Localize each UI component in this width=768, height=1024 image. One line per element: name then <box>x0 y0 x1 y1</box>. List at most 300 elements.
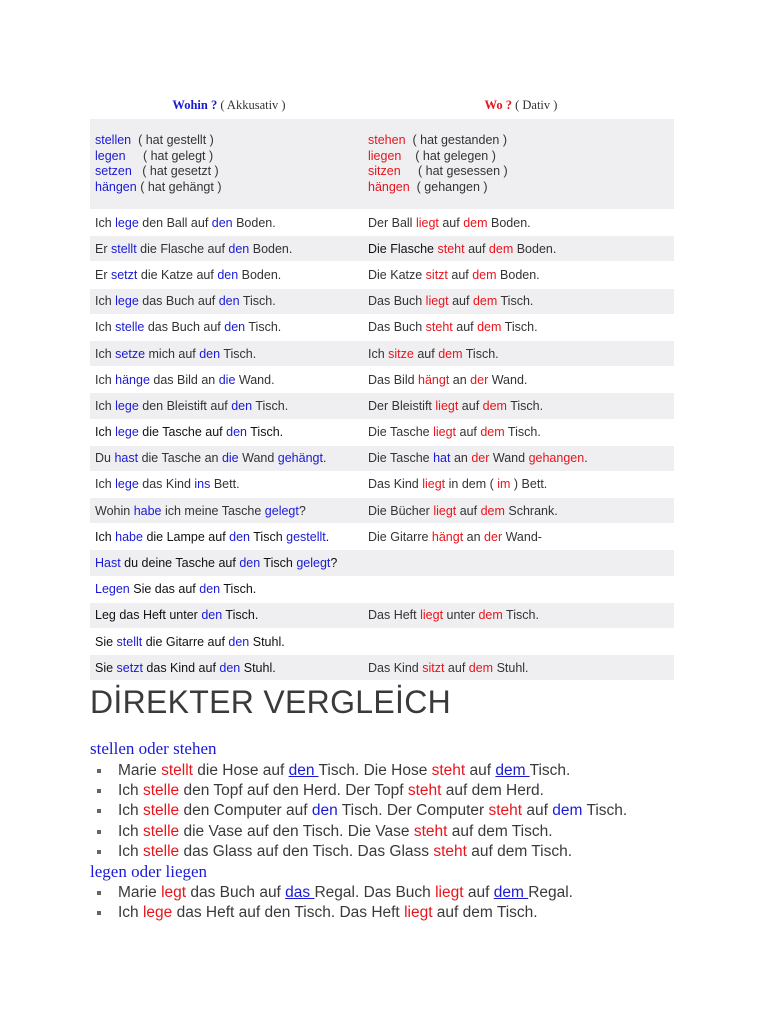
highlighted-word: liegt <box>415 215 439 230</box>
text-fragment: Stuhl. <box>240 660 276 675</box>
text-fragment: Ich <box>95 346 116 361</box>
highlighted-word: stellt <box>116 634 143 649</box>
verb-line <box>368 164 674 180</box>
header-dativ-label: ( Dativ ) <box>511 98 558 112</box>
text-fragment: Leg das Heft unter <box>95 608 202 623</box>
text-fragment: auf <box>464 241 489 256</box>
text-fragment: das Glass auf den Tisch. Das Glass <box>179 842 434 860</box>
highlighted-word: den <box>288 762 319 779</box>
verb-line <box>95 180 363 196</box>
highlighted-word: setzt <box>110 267 138 282</box>
highlighted-word: dem <box>468 660 494 675</box>
text-fragment: Stuhl. <box>493 660 529 675</box>
table-row <box>90 288 674 314</box>
highlighted-word: lege <box>115 294 139 309</box>
highlighted-word: lege <box>115 398 139 413</box>
text-fragment: Er <box>95 241 111 256</box>
highlighted-word: die <box>218 372 236 387</box>
text-fragment: auf <box>438 215 464 230</box>
highlighted-word: stelle <box>115 320 145 335</box>
dativ-sentence <box>363 236 674 262</box>
highlighted-word: sitzt <box>422 660 445 675</box>
highlighted-word: dem <box>478 608 503 623</box>
text-fragment: an <box>450 451 472 466</box>
text-fragment: Ich <box>118 842 143 860</box>
highlighted-word: dem <box>488 241 514 256</box>
text-fragment: Das Heft <box>368 608 421 623</box>
table-row <box>90 471 674 497</box>
text-fragment: ) Bett. <box>510 477 548 492</box>
highlighted-word: gelegt <box>296 556 331 571</box>
highlighted-word: stelle <box>142 802 180 820</box>
section-heading: legen oder liegen <box>90 862 208 881</box>
highlighted-word: dem <box>463 215 488 230</box>
text-fragment: Ich <box>95 425 116 440</box>
highlighted-word: legt <box>161 884 187 901</box>
highlighted-word: die <box>221 451 239 466</box>
verb-line <box>95 133 363 149</box>
text-fragment: Tisch. <box>252 398 289 413</box>
akkusativ-sentence <box>90 550 363 576</box>
text-fragment: Der Ball <box>368 215 416 230</box>
text-fragment: Regal. <box>528 884 573 901</box>
text-fragment: Tisch. <box>504 425 541 440</box>
highlighted-word: den <box>311 802 338 820</box>
highlighted-word: liegt <box>435 398 459 413</box>
highlighted-word: dem <box>480 425 505 440</box>
table-row <box>90 655 674 681</box>
verb-line <box>368 180 674 196</box>
verb-perfect-form: ( hat gesetzt ) <box>131 164 219 178</box>
text-fragment: Tisch. <box>506 398 544 413</box>
dativ-sentence <box>363 550 674 576</box>
text-fragment: Boden. <box>232 215 276 230</box>
text-fragment: das Buch auf <box>144 320 225 335</box>
highlighted-word: ins <box>194 477 211 492</box>
text-fragment: Tisch <box>260 556 297 571</box>
table-row <box>90 602 674 628</box>
highlighted-word: den <box>229 529 250 544</box>
text-fragment: die Katze auf <box>137 267 218 282</box>
verb-perfect-form: ( hat gelegt ) <box>125 148 214 163</box>
verb-line <box>95 164 363 180</box>
table-row <box>90 236 674 262</box>
text-fragment: den Ball auf <box>138 215 212 230</box>
akkusativ-sentence <box>90 340 363 366</box>
text-fragment: Ich <box>118 904 143 922</box>
highlighted-word: hänge <box>115 372 150 387</box>
text-fragment: die Tasche an <box>138 451 222 466</box>
akkusativ-sentence <box>90 602 363 628</box>
dativ-sentence <box>363 367 674 393</box>
highlighted-word: steht <box>437 241 465 256</box>
text-fragment: Er <box>95 267 111 282</box>
text-fragment: Tisch. <box>247 425 284 440</box>
text-fragment: unter <box>443 608 479 623</box>
text-fragment: Ich <box>95 320 116 335</box>
text-fragment: an <box>463 529 485 544</box>
highlighted-word: den <box>224 320 246 335</box>
list-item <box>96 801 627 821</box>
akkusativ-sentence <box>90 471 363 497</box>
text-fragment: auf dem Tisch. <box>447 822 553 840</box>
highlighted-word: hat <box>433 451 451 466</box>
text-fragment: das Heft auf den Tisch. Das Heft <box>172 904 405 922</box>
highlighted-word: den <box>231 398 253 413</box>
text-fragment: Tisch. <box>529 762 571 779</box>
highlighted-word: den <box>219 660 241 675</box>
highlighted-word: steht <box>488 802 523 820</box>
text-fragment: Das Kind <box>368 660 423 675</box>
text-fragment: Boden. <box>496 267 540 282</box>
text-fragment: Ich <box>95 215 116 230</box>
akkusativ-sentence <box>90 288 363 314</box>
list-item <box>96 903 573 923</box>
header-akkusativ <box>90 92 363 119</box>
highlighted-word: setzt <box>116 660 143 675</box>
text-fragment: Stuhl. <box>249 634 285 649</box>
dativ-sentence <box>363 288 674 314</box>
text-fragment: Tisch. <box>220 582 257 597</box>
highlighted-word: der <box>484 529 503 544</box>
text-fragment: mich auf <box>145 346 200 361</box>
text-fragment: . <box>325 529 330 544</box>
highlighted-word: liegt <box>433 503 457 518</box>
text-fragment: die Tasche auf <box>138 425 227 440</box>
text-fragment: Tisch. Der Computer <box>337 802 489 820</box>
text-fragment: Ich <box>95 398 116 413</box>
highlighted-word: dem <box>477 320 502 335</box>
table-row <box>90 340 674 366</box>
verb: stellen <box>95 133 132 147</box>
table-row <box>90 393 674 419</box>
dativ-sentence <box>363 524 674 550</box>
dativ-sentence <box>363 445 674 471</box>
akkusativ-sentence <box>90 655 363 681</box>
highlighted-word: liegt <box>435 884 464 901</box>
text-fragment: Tisch. <box>245 320 282 335</box>
text-fragment: . <box>584 451 588 466</box>
text-fragment: die Flasche auf <box>136 241 229 256</box>
text-fragment: die Hose auf <box>192 762 289 779</box>
text-fragment: den Topf auf den Herd. Der Topf <box>179 782 408 800</box>
verb: hängen <box>368 179 410 194</box>
dativ-sentence <box>363 340 674 366</box>
text-fragment: Sie das auf <box>129 582 200 597</box>
highlighted-word: dem <box>482 398 507 413</box>
text-fragment: Ich <box>95 372 116 387</box>
text-fragment: Tisch. <box>502 608 539 623</box>
highlighted-word: steht <box>425 320 453 335</box>
text-fragment: in dem ( <box>445 477 498 492</box>
dativ-sentence <box>363 419 674 445</box>
text-fragment: auf <box>522 802 553 820</box>
highlighted-word: sitzt <box>425 267 448 282</box>
highlighted-word: Legen <box>95 582 130 597</box>
highlighted-word: lege <box>142 904 173 922</box>
dativ-sentence <box>363 314 674 340</box>
text-fragment: das Buch auf <box>138 294 219 309</box>
text-fragment: Ich <box>118 802 143 820</box>
list-item <box>96 842 627 862</box>
text-fragment: Das Buch <box>368 294 426 309</box>
highlighted-word: setze <box>115 346 146 361</box>
akkusativ-sentence <box>90 367 363 393</box>
text-fragment: die Gitarre auf <box>142 634 229 649</box>
highlighted-word: den <box>218 294 240 309</box>
text-fragment: Tisch. <box>497 294 534 309</box>
text-fragment: Ich <box>95 477 116 492</box>
highlighted-word: dem <box>472 294 498 309</box>
highlighted-word: gehangen <box>528 451 585 466</box>
text-fragment: das Buch auf <box>186 884 286 901</box>
verb-line <box>95 149 363 165</box>
highlighted-word: der <box>470 372 489 387</box>
text-fragment: auf <box>456 503 481 518</box>
verb-line <box>368 149 674 165</box>
verb-perfect-form: ( hat gesessen ) <box>400 164 508 178</box>
header-akkusativ-label: ( Akkusativ ) <box>217 98 286 112</box>
text-fragment: auf <box>444 660 469 675</box>
text-fragment: auf <box>448 294 473 309</box>
text-fragment: Ich <box>95 294 116 309</box>
akkusativ-sentence <box>90 236 363 262</box>
text-fragment: den Computer auf <box>179 802 312 820</box>
header-wo-question: Wo ? <box>484 98 512 112</box>
section-heading: stellen oder stehen <box>90 739 217 758</box>
text-fragment: . <box>322 451 327 466</box>
highlighted-word: hängt <box>431 529 464 544</box>
text-fragment: auf <box>458 398 483 413</box>
table-row <box>90 524 674 550</box>
highlighted-word: den <box>199 346 221 361</box>
akkusativ-sentence <box>90 210 363 236</box>
text-fragment: das Kind auf <box>142 660 220 675</box>
text-fragment: auf dem Herd. <box>441 782 544 800</box>
verb: setzen <box>95 164 132 178</box>
text-fragment: Wand- <box>502 529 542 544</box>
highlighted-word: stelle <box>142 822 180 840</box>
verb-perfect-form: ( hat gestanden ) <box>405 133 507 147</box>
highlighted-word: liegt <box>422 477 446 492</box>
highlighted-word: lege <box>115 215 139 230</box>
text-fragment: Das Kind <box>368 477 423 492</box>
text-fragment: ? <box>330 556 338 571</box>
dativ-sentence <box>363 629 674 655</box>
highlighted-word: steht <box>433 842 467 860</box>
highlighted-word: dem <box>480 503 505 518</box>
example-list <box>96 761 627 862</box>
text-fragment: du deine Tasche auf <box>120 556 240 571</box>
text-fragment: ? <box>298 503 306 518</box>
highlighted-word: den <box>199 582 221 597</box>
list-item <box>96 883 573 903</box>
text-fragment: Wand. <box>488 372 528 387</box>
highlighted-word: den <box>228 241 250 256</box>
highlighted-word: der <box>471 451 490 466</box>
highlighted-word: den <box>201 608 223 623</box>
text-fragment: Der Bleistift <box>368 398 436 413</box>
text-fragment: Ich <box>118 822 143 840</box>
text-fragment: die Vase auf den Tisch. Die Vase <box>179 822 414 840</box>
text-fragment: Die Tasche <box>368 425 434 440</box>
table-row <box>90 262 674 288</box>
akkusativ-sentence <box>90 314 363 340</box>
text-fragment: Boden. <box>487 215 531 230</box>
verbs-dativ-cell <box>363 119 674 210</box>
highlighted-word: stellt <box>110 241 137 256</box>
highlighted-word: den <box>228 634 250 649</box>
text-fragment: Wand <box>489 451 529 466</box>
text-fragment: auf <box>413 346 439 361</box>
table-row <box>90 576 674 602</box>
text-fragment: auf <box>452 320 478 335</box>
text-fragment: Tisch. <box>239 294 276 309</box>
highlighted-word: dem <box>438 346 463 361</box>
page-title: DİREKTER VERGLEİCH <box>90 684 452 720</box>
text-fragment: Schrank. <box>504 503 558 518</box>
list-item <box>96 822 627 842</box>
dativ-sentence <box>363 602 674 628</box>
verb: sitzen <box>368 164 401 178</box>
akkusativ-sentence <box>90 498 363 524</box>
highlighted-word: steht <box>413 822 448 840</box>
dativ-sentence <box>363 210 674 236</box>
dativ-sentence <box>363 393 674 419</box>
text-fragment: Tisch. <box>220 346 257 361</box>
highlighted-word: liegt <box>425 294 449 309</box>
dativ-sentence <box>363 498 674 524</box>
text-fragment: Boden. <box>513 241 557 256</box>
table-header-row <box>90 92 674 119</box>
text-fragment: Wohin <box>95 503 134 518</box>
highlighted-word: stellt <box>161 762 193 779</box>
example-list <box>96 883 573 923</box>
text-fragment: Wand. <box>235 372 275 387</box>
highlighted-word: dem <box>493 884 529 901</box>
highlighted-word: gelegt <box>264 503 299 518</box>
text-fragment: auf <box>447 267 473 282</box>
highlighted-word: Hast <box>95 556 121 571</box>
text-fragment: Sie <box>95 634 117 649</box>
text-fragment: Marie <box>118 762 162 779</box>
highlighted-word: habe <box>115 529 143 544</box>
text-fragment: Tisch. <box>501 320 538 335</box>
text-fragment: Boden. <box>238 267 282 282</box>
highlighted-word: steht <box>407 782 442 800</box>
dativ-sentence <box>363 655 674 681</box>
verb-perfect-form: ( hat gelegen ) <box>401 148 496 163</box>
text-fragment: Tisch. <box>582 802 628 820</box>
akkusativ-sentence <box>90 419 363 445</box>
akkusativ-sentence <box>90 524 363 550</box>
akkusativ-sentence <box>90 576 363 602</box>
text-fragment: auf dem Tisch. <box>466 842 573 860</box>
text-fragment: ich meine Tasche <box>161 503 265 518</box>
table-row <box>90 367 674 393</box>
akkusativ-sentence <box>90 262 363 288</box>
text-fragment: Die Tasche <box>368 451 434 466</box>
table-row <box>90 210 674 236</box>
table-row <box>90 550 674 576</box>
text-fragment: Die Gitarre <box>368 529 432 544</box>
verbs-row <box>90 119 674 210</box>
text-fragment: Das Buch <box>368 320 426 335</box>
dativ-sentence <box>363 471 674 497</box>
text-fragment: Die Katze <box>368 267 426 282</box>
highlighted-word: liegt <box>420 608 444 623</box>
highlighted-word: stelle <box>142 842 180 860</box>
verb: legen <box>95 148 126 163</box>
verb: liegen <box>368 148 402 163</box>
text-fragment: Sie <box>95 660 117 675</box>
verb-perfect-form: ( gehangen ) <box>409 179 488 194</box>
verbs-akkusativ-cell <box>90 119 363 210</box>
verb-perfect-form: ( hat gehängt ) <box>136 179 222 194</box>
text-fragment: Ich <box>118 782 143 800</box>
text-fragment: Die Bücher <box>368 503 434 518</box>
text-fragment: Ich <box>95 529 116 544</box>
highlighted-word: sitze <box>388 346 414 361</box>
header-wohin-question: Wohin ? <box>172 98 218 112</box>
highlighted-word: dem <box>472 267 497 282</box>
highlighted-word: den <box>211 215 233 230</box>
highlighted-word: lege <box>115 477 139 492</box>
akkusativ-sentence <box>90 445 363 471</box>
text-fragment: an <box>449 372 471 387</box>
highlighted-word: dem <box>552 802 583 820</box>
akkusativ-sentence <box>90 393 363 419</box>
table-row <box>90 314 674 340</box>
table-row <box>90 445 674 471</box>
text-fragment: den Bleistift auf <box>138 398 232 413</box>
highlighted-word: den <box>226 425 247 440</box>
highlighted-word: hast <box>114 451 139 466</box>
text-fragment: Tisch. <box>222 608 259 623</box>
highlighted-word: im <box>497 477 511 492</box>
verb-line <box>368 133 674 149</box>
highlighted-word: das <box>285 884 315 901</box>
text-fragment: Tisch. <box>462 346 499 361</box>
highlighted-word: liegt <box>404 904 433 922</box>
dativ-sentence <box>363 262 674 288</box>
highlighted-word: gestellt <box>286 529 326 544</box>
table-row <box>90 419 674 445</box>
text-fragment: auf <box>463 884 494 901</box>
highlighted-word: habe <box>133 503 162 518</box>
highlighted-word: den <box>217 267 239 282</box>
text-fragment: auf dem Tisch. <box>432 904 538 922</box>
highlighted-word: stelle <box>142 782 180 800</box>
highlighted-word: gehängt <box>277 451 323 466</box>
highlighted-word: dem <box>495 762 530 779</box>
highlighted-word: hängt <box>418 372 450 387</box>
text-fragment: Wand <box>238 451 278 466</box>
text-fragment: Tisch. Die Hose <box>318 762 432 779</box>
text-fragment: auf <box>456 425 481 440</box>
text-fragment: das Kind <box>138 477 195 492</box>
text-fragment: Marie <box>118 884 162 901</box>
text-fragment: Regal. Das Buch <box>314 884 436 901</box>
list-item <box>96 781 627 801</box>
text-fragment: Tisch <box>250 529 287 544</box>
text-fragment: Bett. <box>210 477 240 492</box>
text-fragment: die Lampe auf <box>142 529 230 544</box>
verb: hängen <box>95 179 137 194</box>
verb: stehen <box>368 133 406 147</box>
table-row <box>90 498 674 524</box>
header-dativ <box>363 92 674 119</box>
